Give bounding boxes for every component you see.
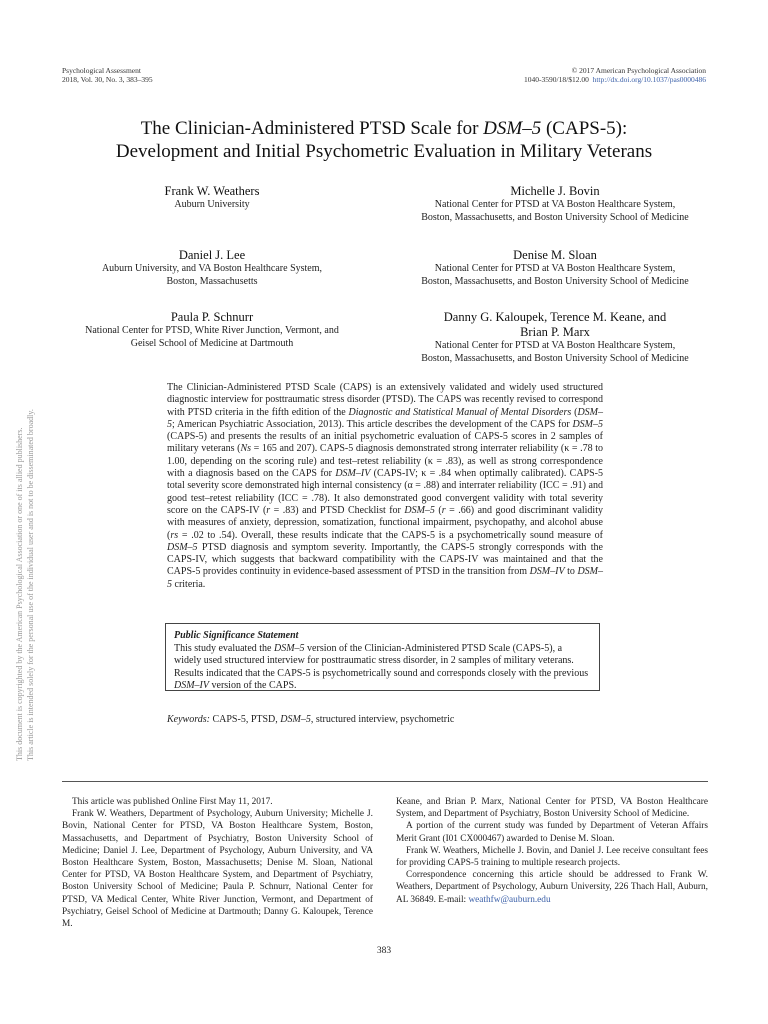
journal-volume: 2018, Vol. 30, No. 3, 383–395 bbox=[62, 75, 153, 84]
sidebar-line-1: This document is copyrighted by the American Psychological Association or one of its allied publishers. bbox=[15, 427, 24, 761]
keywords: Keywords: CAPS-5, PTSD, DSM–5, structured interview, psychometric bbox=[167, 714, 455, 725]
footnote-funding: A portion of the current study was funded by Department of Veteran Affairs Merit Grant (I01 CX000467) awarded to Denise M. Sloan. bbox=[396, 821, 708, 844]
author-affiliation: Boston, Massachusetts, and Boston University School of Medicine bbox=[421, 275, 689, 287]
author-name: Frank W. Weathers bbox=[164, 184, 260, 198]
footnote-left-column bbox=[62, 796, 373, 930]
author-affiliation: Boston, Massachusetts bbox=[166, 275, 258, 287]
author-name: Denise M. Sloan bbox=[513, 248, 597, 262]
author-affiliation: Auburn University, and VA Boston Healthcare System, bbox=[101, 263, 323, 274]
issn-doi-line bbox=[524, 75, 706, 84]
footnote-right-column bbox=[396, 796, 708, 906]
abstract: The Clinician-Administered PTSD Scale (CAPS) is an extensively validated and widely used structured diagnostic interview for posttraumatic stress disorder (PTSD). The CAPS was recently revised to correspond with PTSD criteria in the fifth edition of the Diagnostic and Statistical Manual of Mental Disorders (DSM–5; American Psychiatric Association, 2013). This article describes the development of the CAPS for DSM–5 (CAPS-5) and presents the results of an initial psychometric evaluation of CAPS-5 scores in 2 samples of military veterans (Ns = 165 and 207). CAPS-5 diagnosis demonstrated strong interrater reliability (κ = .78 to 1.00, depending on the scoring rule) and test–retest reliability (κ = .83), as well as strong correspondence with a diagnosis based on the CAPS for DSM–IV (CAPS-IV; κ = .84 when optimally calibrated). CAPS-5 total severity score demonstrated high internal consistency (α = .88) and interrater reliability (ICC = .91) and good test–retest reliability (ICC = .78). It also demonstrated good convergent validity with total severity score on the CAPS-IV (r = .83) and PTSD Checklist for DSM–5 (r = .66) and good discriminant validity with measures of anxiety, depression, somatization, functional impairment, psychopathy, and alcohol abuse (rs = .02 to .54). Overall, these results indicate that the CAPS-5 is a psychometrically sound measure of DSM–5 PTSD diagnosis and symptom severity. Importantly, the CAPS-5 strongly corresponds with the CAPS-IV, which suggests that backward compatibility with the CAPS-IV was maintained and that the CAPS-5 provides continuity in evidence-based assessment of PTSD in the transition from DSM–IV to DSM–5 criteria. bbox=[167, 382, 603, 590]
author-block-schnurr bbox=[62, 310, 362, 350]
author-affiliation: Boston, Massachusetts, and Boston University School of Medicine bbox=[421, 352, 689, 364]
author-affiliation: National Center for PTSD at VA Boston Healthcare System, bbox=[434, 340, 676, 351]
issn: 1040-3590/18/$12.00 bbox=[524, 75, 589, 84]
footnote-affiliations-cont: Keane, and Brian P. Marx, National Center for PTSD, VA Boston Healthcare System, and Department of Psychiatry, Boston University School of Medicine. bbox=[396, 797, 708, 820]
journal-header-left bbox=[62, 66, 153, 84]
email-link[interactable]: weathfw@auburn.edu bbox=[468, 894, 551, 905]
keywords-label: Keywords: bbox=[167, 714, 210, 725]
doi-link[interactable]: http://dx.doi.org/10.1037/pas0000486 bbox=[592, 75, 706, 84]
title-line-2: Development and Initial Psychometric Evaluation in Military Veterans bbox=[115, 141, 653, 162]
public-significance-box bbox=[165, 623, 600, 691]
author-affiliation: Boston, Massachusetts, and Boston University School of Medicine bbox=[421, 211, 689, 223]
author-affiliation: Geisel School of Medicine at Dartmouth bbox=[130, 337, 294, 349]
author-affiliation: National Center for PTSD, White River Junction, Vermont, and bbox=[85, 325, 339, 336]
author-name: Danny G. Kaloupek, Terence M. Keane, and bbox=[443, 310, 667, 324]
author-block-bovin bbox=[380, 184, 730, 224]
footnote-divider bbox=[62, 781, 708, 782]
author-affiliation: Auburn University bbox=[174, 199, 250, 210]
journal-header-right bbox=[524, 66, 706, 84]
copyright-sidebar bbox=[14, 291, 35, 761]
journal-name: Psychological Assessment bbox=[62, 66, 141, 75]
public-significance-text: This study evaluated the DSM–5 version of the Clinician-Administered PTSD Scale (CAPS-5), a widely used structured interview for posttraumatic stress disorder, in 2 samples of military veterans. Results indicated that the CAPS-5 is psychometrically sound and corresponds closely with the previous DSM–IV version of the CAPS. bbox=[174, 642, 589, 691]
author-name: Michelle J. Bovin bbox=[510, 184, 600, 198]
author-block-sloan bbox=[380, 248, 730, 288]
title-line-1: The Clinician-Administered PTSD Scale for DSM–5 (CAPS-5): bbox=[140, 118, 628, 139]
author-affiliation: National Center for PTSD at VA Boston Healthcare System, bbox=[434, 263, 676, 274]
author-name: Paula P. Schnurr bbox=[170, 310, 254, 324]
public-significance-heading: Public Significance Statement bbox=[174, 630, 299, 641]
page-number: 383 bbox=[376, 946, 392, 956]
author-affiliation: National Center for PTSD at VA Boston Healthcare System, bbox=[434, 199, 676, 210]
footnote-disclosure: Frank W. Weathers, Michelle J. Bovin, and Daniel J. Lee receive consultant fees for providing CAPS-5 training to multiple research projects. bbox=[396, 845, 708, 869]
author-block-lee bbox=[62, 248, 362, 288]
author-name: Daniel J. Lee bbox=[178, 248, 246, 262]
footnote-correspondence: Correspondence concerning this article should be addressed to Frank W. Weathers, Department of Psychology, Auburn University, 226 Thach Hall, Auburn, AL 36849. E-mail: weathfw@auburn.edu bbox=[396, 870, 708, 905]
author-name: Brian P. Marx bbox=[520, 325, 590, 339]
footnote-published-online: This article was published Online First May 11, 2017. bbox=[72, 797, 273, 807]
footnote-affiliations: Frank W. Weathers, Department of Psychology, Auburn University; Michelle J. Bovin, National Center for PTSD, VA Boston Healthcare System, Boston, Massachusetts, and Department of Psychiatry, Boston University School of Medicine; Daniel J. Lee, Department of Psychology, Auburn University, and VA Boston Healthcare System, Boston, Massachusetts; Denise M. Sloan, National Center for PTSD, VA Boston Healthcare System, and Department of Psychiatry, Boston University School of Medicine; Paula P. Schnurr, National Center for PTSD, VA Medical Center, White River Junction, Vermont, and Department of Psychiatry, Geisel School of Medicine at Dartmouth; Danny G. Kaloupek, Terence M. bbox=[62, 809, 373, 930]
sidebar-line-2: This article is intended solely for the personal use of the individual user and is not to be disseminated broadly. bbox=[26, 409, 35, 761]
author-block-kaloupek-keane-marx bbox=[380, 310, 730, 365]
copyright-notice: © 2017 American Psychological Association bbox=[571, 66, 706, 75]
article-title bbox=[40, 117, 728, 163]
author-block-weathers bbox=[62, 184, 362, 212]
